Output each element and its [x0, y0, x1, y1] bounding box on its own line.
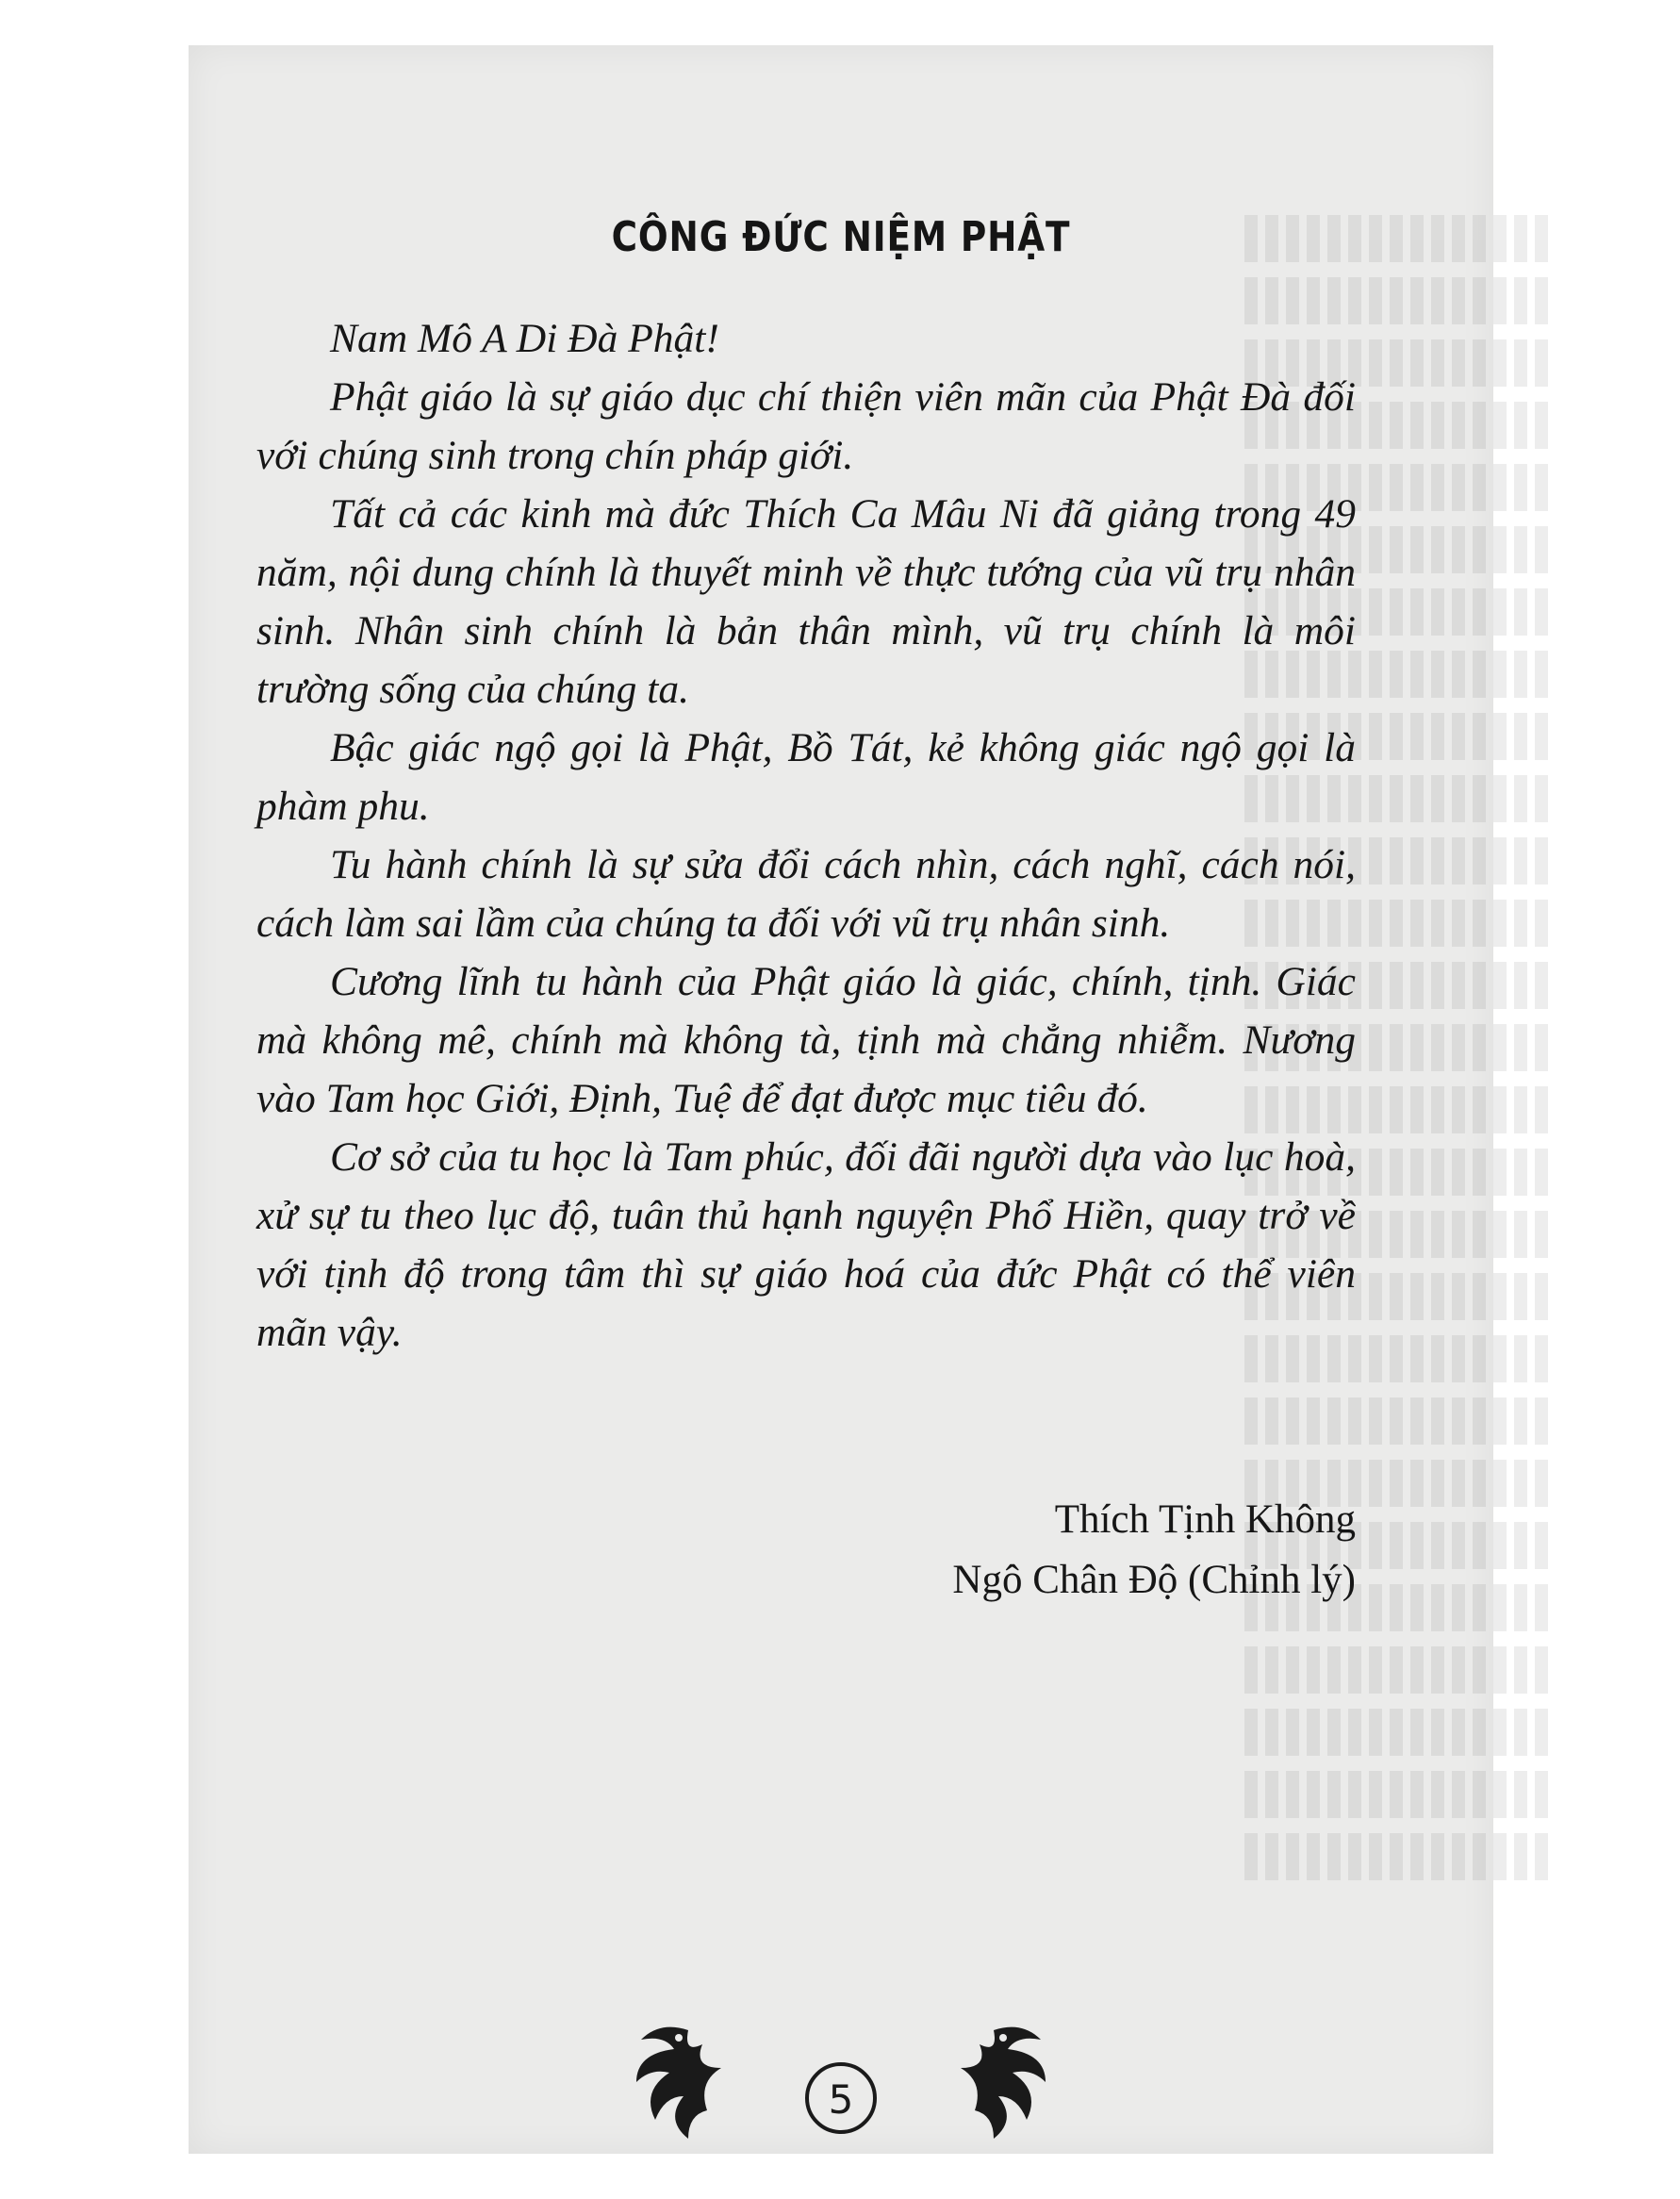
editor-name: Ngô Chân Độ (Chỉnh lý)	[952, 1558, 1356, 1602]
author-name: Thích Tịnh Không	[1054, 1497, 1356, 1542]
paragraph-2: Phật giáo là sự giáo dục chí thiện viên mãn của Phật Đà đối với chúng sinh trong chín pháp giới.	[256, 374, 1356, 478]
right-dragon-icon	[961, 2027, 1046, 2139]
paragraph-7: Cơ sở của tu học là Tam phúc, đối đãi người dựa vào lục hoà, xử sự tu theo lục độ, tuân thủ hạnh nguyện Phổ Hiền, quay trở về với tịnh độ trong tâm thì sự giáo hoá của đức Phật có thể viên mãn vậy.	[256, 1134, 1356, 1355]
paragraph-4: Bậc giác ngộ gọi là Phật, Bồ Tát, kẻ không giác ngộ gọi là phàm phu.	[256, 725, 1356, 829]
signature-block	[952, 1490, 1356, 1611]
left-dragon-icon	[636, 2027, 721, 2139]
paragraph-3: Tất cả các kinh mà đức Thích Ca Mâu Ni đã giảng trong 49 năm, nội dung chính là thuyết minh về thực tướng của vũ trụ nhân sinh. Nhân sinh chính là bản thân mình, vũ trụ chính là môi trường sống của chúng ta.	[256, 491, 1356, 712]
page-title: CÔNG ĐỨC NIỆM PHẬT	[611, 213, 1071, 261]
paragraph-5: Tu hành chính là sự sửa đổi cách nhìn, cách nghĩ, cách nói, cách làm sai lầm của chúng ta đối với vũ trụ nhân sinh.	[256, 842, 1356, 946]
book-page	[189, 45, 1493, 2154]
footer-ornament	[189, 1992, 1493, 2153]
page-number: 5	[828, 2076, 854, 2123]
paragraph-1: Nam Mô A Di Đà Phật!	[330, 316, 719, 361]
paragraph-6: Cương lĩnh tu hành của Phật giáo là giác, chính, tịnh. Giác mà không mê, chính mà không tà, tịnh mà chẳng nhiễm. Nương vào Tam học Giới, Định, Tuệ để đạt được mục tiêu đó.	[256, 959, 1356, 1121]
body-text	[256, 309, 1356, 1362]
